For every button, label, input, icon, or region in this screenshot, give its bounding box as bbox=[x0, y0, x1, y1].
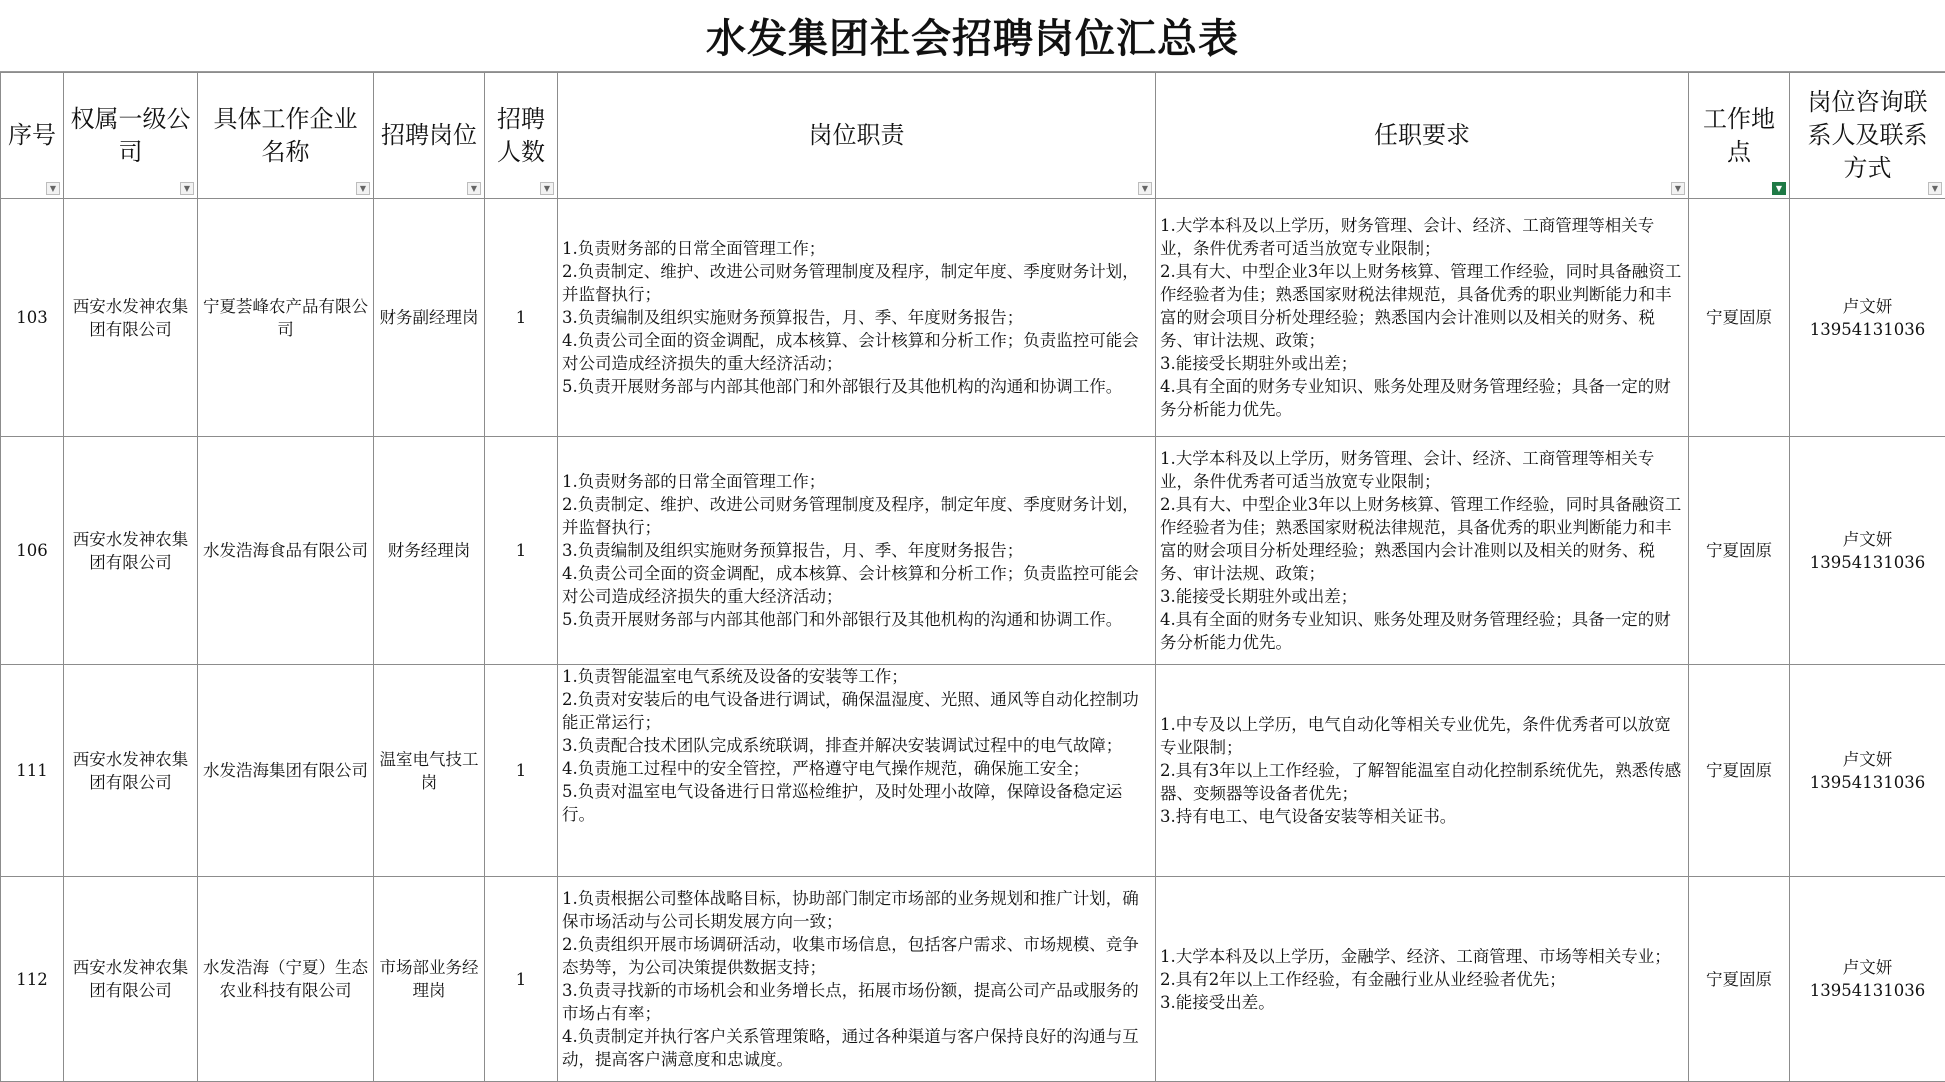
sheet-title: 水发集团社会招聘岗位汇总表 bbox=[0, 0, 1945, 72]
cell-requirements[interactable]: 1.大学本科及以上学历，金融学、经济、工商管理、市场等相关专业； 2.具有2年以上工作经验，有金融行业从业经验者优先； 3.能接受出差。 bbox=[1156, 877, 1689, 1082]
filter-dropdown-icon[interactable]: ▼ bbox=[467, 182, 481, 195]
header-location: 工作地点 ▼ bbox=[1689, 73, 1790, 199]
cell-seq[interactable]: 103 bbox=[1, 199, 64, 437]
cell-count[interactable]: 1 bbox=[485, 199, 558, 437]
cell-location[interactable]: 宁夏固原 bbox=[1689, 877, 1790, 1082]
cell-location[interactable]: 宁夏固原 bbox=[1689, 665, 1790, 877]
filter-dropdown-icon[interactable]: ▼ bbox=[46, 182, 60, 195]
table-row bbox=[1, 665, 1945, 877]
cell-position[interactable]: 温室电气技工岗 bbox=[374, 665, 485, 877]
cell-count[interactable]: 1 bbox=[485, 665, 558, 877]
header-count: 招聘人数 ▼ bbox=[485, 73, 558, 199]
header-row bbox=[1, 73, 1945, 199]
cell-contact[interactable]: 卢文妍 13954131036 bbox=[1790, 437, 1945, 665]
cell-parent-company[interactable]: 西安水发神农集团有限公司 bbox=[64, 199, 198, 437]
cell-count[interactable]: 1 bbox=[485, 437, 558, 665]
table-row bbox=[1, 199, 1945, 437]
filter-funnel-icon[interactable]: ▼ bbox=[1772, 182, 1786, 195]
cell-parent-company[interactable]: 西安水发神农集团有限公司 bbox=[64, 437, 198, 665]
cell-count[interactable]: 1 bbox=[485, 877, 558, 1082]
cell-position[interactable]: 市场部业务经理岗 bbox=[374, 877, 485, 1082]
cell-work-company[interactable]: 水发浩海（宁夏）生态农业科技有限公司 bbox=[198, 877, 374, 1082]
filter-dropdown-icon[interactable]: ▼ bbox=[180, 182, 194, 195]
cell-requirements[interactable]: 1.中专及以上学历，电气自动化等相关专业优先，条件优秀者可以放宽专业限制； 2.具有3年以上工作经验，了解智能温室自动化控制系统优先，熟悉传感器、变频器等设备者优先； 3.持有电工、电气设备安装等相关证书。 bbox=[1156, 665, 1689, 877]
filter-dropdown-icon[interactable]: ▼ bbox=[1928, 182, 1942, 195]
cell-contact[interactable]: 卢文妍 13954131036 bbox=[1790, 877, 1945, 1082]
table-row bbox=[1, 437, 1945, 665]
filter-dropdown-icon[interactable]: ▼ bbox=[356, 182, 370, 195]
filter-dropdown-icon[interactable]: ▼ bbox=[1138, 182, 1152, 195]
recruitment-table bbox=[0, 72, 1945, 1082]
header-work-company: 具体工作企业名称 ▼ bbox=[198, 73, 374, 199]
cell-requirements[interactable]: 1.大学本科及以上学历，财务管理、会计、经济、工商管理等相关专业，条件优秀者可适当放宽专业限制； 2.具有大、中型企业3年以上财务核算、管理工作经验，同时具备融资工作经验者为佳；熟悉国家财税法律规范，具备优秀的职业判断能力和丰富的财会项目分析处理经验；熟悉国内会计准则以及相关的财务、税务、审计法规、政策； 3.能接受长期驻外或出差； 4.具有全面的财务专业知识、账务处理及财务管理经验；具备一定的财务分析能力优先。 bbox=[1156, 199, 1689, 437]
cell-location[interactable]: 宁夏固原 bbox=[1689, 437, 1790, 665]
cell-location[interactable]: 宁夏固原 bbox=[1689, 199, 1790, 437]
header-parent-company: 权属一级公司 ▼ bbox=[64, 73, 198, 199]
header-contact: 岗位咨询联系人及联系方式 ▼ bbox=[1790, 73, 1945, 199]
cell-duties[interactable]: 1.负责智能温室电气系统及设备的安装等工作； 2.负责对安装后的电气设备进行调试，确保温湿度、光照、通风等自动化控制功能正常运行； 3.负责配合技术团队完成系统联调，排查并解决安装调试过程中的电气故障； 4.负责施工过程中的安全管控，严格遵守电气操作规范，确保施工安全； 5.负责对温室电气设备进行日常巡检维护，及时处理小故障，保障设备稳定运行。 bbox=[558, 665, 1156, 877]
cell-requirements[interactable]: 1.大学本科及以上学历，财务管理、会计、经济、工商管理等相关专业，条件优秀者可适当放宽专业限制； 2.具有大、中型企业3年以上财务核算、管理工作经验，同时具备融资工作经验者为佳；熟悉国家财税法律规范，具备优秀的职业判断能力和丰富的财会项目分析处理经验；熟悉国内会计准则以及相关的财务、税务、审计法规、政策； 3.能接受长期驻外或出差； 4.具有全面的财务专业知识、账务处理及财务管理经验；具备一定的财务分析能力优先。 bbox=[1156, 437, 1689, 665]
header-requirements: 任职要求 ▼ bbox=[1156, 73, 1689, 199]
cell-duties[interactable]: 1.负责根据公司整体战略目标，协助部门制定市场部的业务规划和推广计划，确保市场活动与公司长期发展方向一致； 2.负责组织开展市场调研活动，收集市场信息，包括客户需求、市场规模、竞争态势等，为公司决策提供数据支持； 3.负责寻找新的市场机会和业务增长点，拓展市场份额，提高公司产品或服务的市场占有率； 4.负责制定并执行客户关系管理策略，通过各种渠道与客户保持良好的沟通与互动，提高客户满意度和忠诚度。 bbox=[558, 877, 1156, 1082]
cell-seq[interactable]: 106 bbox=[1, 437, 64, 665]
cell-parent-company[interactable]: 西安水发神农集团有限公司 bbox=[64, 665, 198, 877]
cell-work-company[interactable]: 宁夏荟峰农产品有限公司 bbox=[198, 199, 374, 437]
cell-contact[interactable]: 卢文妍 13954131036 bbox=[1790, 199, 1945, 437]
cell-work-company[interactable]: 水发浩海集团有限公司 bbox=[198, 665, 374, 877]
table-row bbox=[1, 877, 1945, 1082]
cell-position[interactable]: 财务经理岗 bbox=[374, 437, 485, 665]
cell-position[interactable]: 财务副经理岗 bbox=[374, 199, 485, 437]
cell-contact[interactable]: 卢文妍 13954131036 bbox=[1790, 665, 1945, 877]
cell-work-company[interactable]: 水发浩海食品有限公司 bbox=[198, 437, 374, 665]
filter-dropdown-icon[interactable]: ▼ bbox=[1671, 182, 1685, 195]
filter-dropdown-icon[interactable]: ▼ bbox=[540, 182, 554, 195]
cell-seq[interactable]: 111 bbox=[1, 665, 64, 877]
header-duties: 岗位职责 ▼ bbox=[558, 73, 1156, 199]
header-position: 招聘岗位 ▼ bbox=[374, 73, 485, 199]
header-seq: 序号 ▼ bbox=[1, 73, 64, 199]
cell-duties[interactable]: 1.负责财务部的日常全面管理工作； 2.负责制定、维护、改进公司财务管理制度及程序，制定年度、季度财务计划，并监督执行； 3.负责编制及组织实施财务预算报告，月、季、年度财务报告； 4.负责公司全面的资金调配，成本核算、会计核算和分析工作；负责监控可能会对公司造成经济损失的重大经济活动； 5.负责开展财务部与内部其他部门和外部银行及其他机构的沟通和协调工作。 bbox=[558, 199, 1156, 437]
cell-duties[interactable]: 1.负责财务部的日常全面管理工作； 2.负责制定、维护、改进公司财务管理制度及程序，制定年度、季度财务计划，并监督执行； 3.负责编制及组织实施财务预算报告，月、季、年度财务报告； 4.负责公司全面的资金调配，成本核算、会计核算和分析工作；负责监控可能会对公司造成经济损失的重大经济活动； 5.负责开展财务部与内部其他部门和外部银行及其他机构的沟通和协调工作。 bbox=[558, 437, 1156, 665]
cell-seq[interactable]: 112 bbox=[1, 877, 64, 1082]
cell-parent-company[interactable]: 西安水发神农集团有限公司 bbox=[64, 877, 198, 1082]
